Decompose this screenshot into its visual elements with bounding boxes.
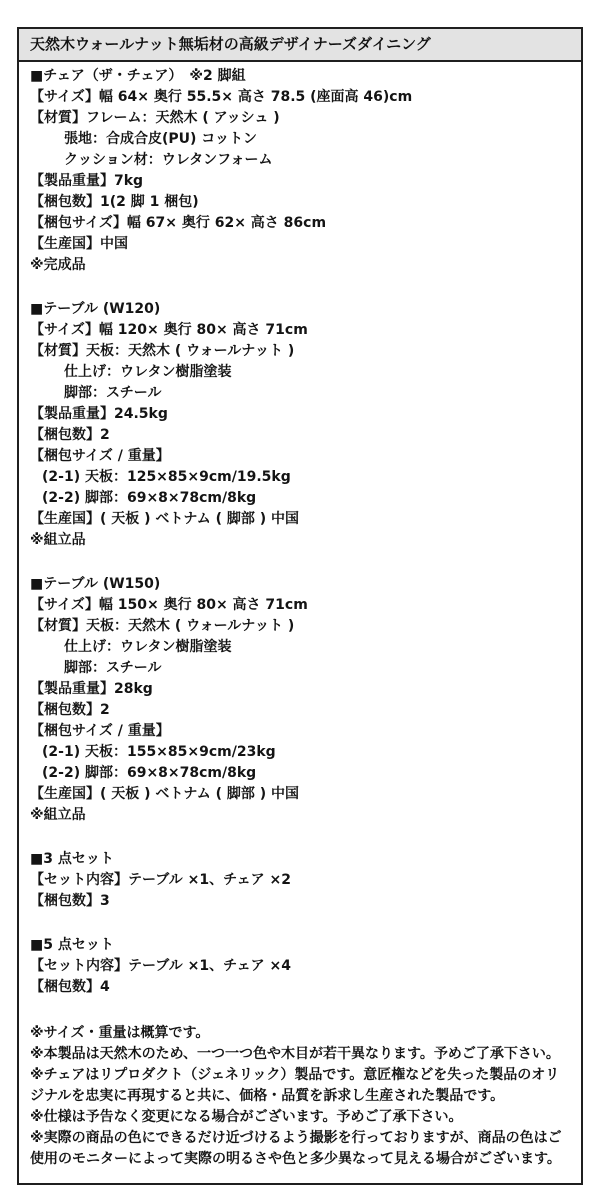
note-line: ※実際の商品の色にできるだけ近づけるよう撮影を行っておりますが、商品の色はご使用のモニターによって実際の明るさや色と多少異なって見える場合がございます。 xyxy=(30,1130,562,1167)
section-heading: ■3 点セット xyxy=(30,851,114,867)
spec-line: 脚部：スチール xyxy=(64,660,162,676)
spec-line: 【梱包数】2 xyxy=(30,427,110,443)
section-heading: ■5 点セット xyxy=(30,937,114,953)
spec-line: 【セット内容】テーブル ×1、チェア ×4 xyxy=(30,958,292,974)
spec-line: (2-2) 脚部：69×8×78cm/8kg xyxy=(42,490,257,506)
spec-line: 【梱包数】3 xyxy=(30,893,110,909)
section-table-w120 xyxy=(30,299,570,551)
spec-line: 【梱包数】2 xyxy=(30,702,110,718)
spec-line: (2-1) 天板：155×85×9cm/23kg xyxy=(42,744,276,760)
spec-line: 【製品重量】7kg xyxy=(30,173,144,189)
spec-line: 仕上げ：ウレタン樹脂塗装 xyxy=(64,639,232,655)
spec-line: 【梱包数】4 xyxy=(30,979,110,995)
section-heading: ■テーブル (W120) xyxy=(30,301,161,317)
spec-line: 【梱包サイズ / 重量】 xyxy=(30,723,170,739)
spec-line: 【生産国】中国 xyxy=(30,236,128,252)
note-line: ※チェアはリプロダクト（ジェネリック）製品です。意匠権などを失った製品のオリジナルを忠実に再現すると共に、価格・品質を訴求し生産された製品です。 xyxy=(30,1067,560,1104)
spec-line: 【セット内容】テーブル ×1、チェア ×2 xyxy=(30,872,292,888)
spec-line: 【製品重量】24.5kg xyxy=(30,406,168,422)
spec-line: 【生産国】( 天板 ) ベトナム ( 脚部 ) 中国 xyxy=(30,511,300,527)
spec-line: 【生産国】( 天板 ) ベトナム ( 脚部 ) 中国 xyxy=(30,786,300,802)
spec-line: クッション材：ウレタンフォーム xyxy=(64,152,273,168)
section-3piece-set xyxy=(30,849,570,912)
spec-line: (2-1) 天板：125×85×9cm/19.5kg xyxy=(42,469,291,485)
spec-line: 張地：合成合皮(PU) コットン xyxy=(64,131,258,147)
spec-line: 【梱包サイズ】幅 67× 奥行 62× 高さ 86cm xyxy=(30,215,327,231)
spec-line: 【材質】天板：天然木 ( ウォールナット ) xyxy=(30,343,295,359)
spec-line: ※組立品 xyxy=(30,532,86,548)
section-heading: ■チェア（ザ・チェア） ※2 脚組 xyxy=(30,68,246,84)
title-bar: 天然木ウォールナット無垢材の高級デザイナーズダイニング xyxy=(19,29,581,62)
spec-line: 【サイズ】幅 150× 奥行 80× 高さ 71cm xyxy=(30,597,308,613)
spec-sheet xyxy=(17,27,583,1185)
spec-line: 【製品重量】28kg xyxy=(30,681,153,697)
spec-line: (2-2) 脚部：69×8×78cm/8kg xyxy=(42,765,257,781)
note-line: ※本製品は天然木のため、一つ一つ色や木目が若干異なります。予めご了承下さい。 xyxy=(30,1046,560,1062)
section-table-w150 xyxy=(30,574,570,826)
section-chair xyxy=(30,66,570,276)
spec-line: 仕上げ：ウレタン樹脂塗装 xyxy=(64,364,232,380)
spec-line: 【梱包数】1(2 脚 1 梱包) xyxy=(30,194,199,210)
spec-line: 【サイズ】幅 64× 奥行 55.5× 高さ 78.5 (座面高 46)cm xyxy=(30,89,413,105)
spec-line: 脚部：スチール xyxy=(64,385,162,401)
spec-line: 【梱包サイズ / 重量】 xyxy=(30,448,170,464)
note-line: ※サイズ・重量は概算です。 xyxy=(30,1025,210,1041)
spec-line: 【材質】フレーム：天然木 ( アッシュ ) xyxy=(30,110,280,126)
spec-line: ※完成品 xyxy=(30,257,86,273)
spec-line: ※組立品 xyxy=(30,807,86,823)
spec-body xyxy=(19,62,581,1170)
spec-line: 【サイズ】幅 120× 奥行 80× 高さ 71cm xyxy=(30,322,308,338)
spec-line: 【材質】天板：天然木 ( ウォールナット ) xyxy=(30,618,295,634)
disclaimer-notes xyxy=(30,1023,570,1170)
section-5piece-set xyxy=(30,935,570,998)
note-line: ※仕様は予告なく変更になる場合がございます。予めご了承下さい。 xyxy=(30,1109,463,1125)
section-heading: ■テーブル (W150) xyxy=(30,576,161,592)
